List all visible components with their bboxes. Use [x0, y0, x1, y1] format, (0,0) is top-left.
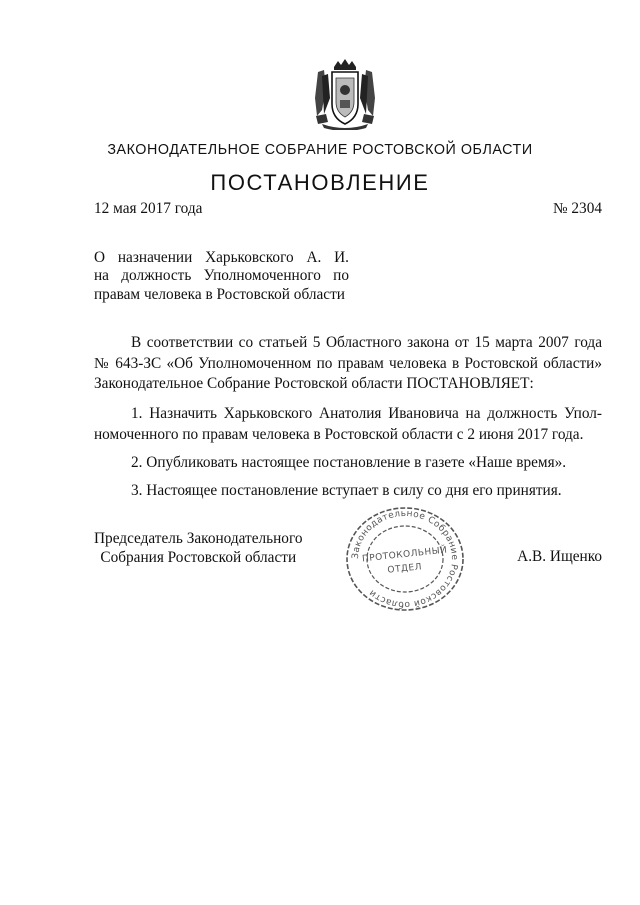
resolution-item-1: [94, 404, 602, 445]
resolution-item-2: [94, 453, 602, 474]
stamp-inner-line: ПРОТОКОЛЬНЫЙ: [361, 545, 448, 565]
signatory-title-line: Собрания Ростовской области: [100, 549, 297, 566]
seal-stamp-icon: [344, 505, 466, 613]
document-subject: [94, 249, 349, 304]
preamble-line: № 643-ЗС «Об Уполномоченном по правам человека в Ростовской области»: [94, 354, 602, 372]
document-number: № 2304: [552, 200, 602, 217]
stamp-outer-text: Законодательное Собрание Ростовской области: [350, 508, 460, 610]
preamble-line: В соответствии со статьей 5 Областного закона от 15 марта 2007 года: [131, 334, 602, 351]
signatory-title: [94, 529, 303, 567]
document-date: 12 мая 2017 года: [94, 200, 203, 217]
item-line: 3. Настоящее постановление вступает в силу со дня его принятия.: [131, 482, 562, 499]
preamble-line: Законодательное Собрание Ростовской области ПОСТАНОВЛЯЕТ:: [94, 375, 534, 393]
coat-of-arms-icon: [312, 58, 378, 130]
item-line: номоченного по правам человека в Ростовской области с 2 июня 2017 года.: [94, 425, 584, 443]
resolution-item-3: [94, 481, 602, 502]
stamp-inner-line: ОТДЕЛ: [387, 562, 423, 576]
item-line: 1. Назначить Харьковского Анатолия Ивановича на должность Упол-: [131, 405, 602, 422]
signatory-name: А.В. Ищенко: [517, 548, 602, 565]
preamble-paragraph: [94, 333, 602, 395]
document-type-title: ПОСТАНОВЛЕНИЕ: [210, 170, 430, 195]
signatory-title-line: Председатель Законодательного: [94, 530, 303, 547]
organization-name: ЗАКОНОДАТЕЛЬНОЕ СОБРАНИЕ РОСТОВСКОЙ ОБЛАСТИ: [107, 142, 533, 158]
subject-line: О назначении Харьковского А. И.: [94, 249, 349, 266]
subject-line: правам человека в Ростовской области: [94, 285, 345, 303]
item-line: 2. Опубликовать настоящее постановление в газете «Наше время».: [131, 454, 567, 471]
subject-line: на должность Уполномоченного по: [94, 267, 349, 285]
